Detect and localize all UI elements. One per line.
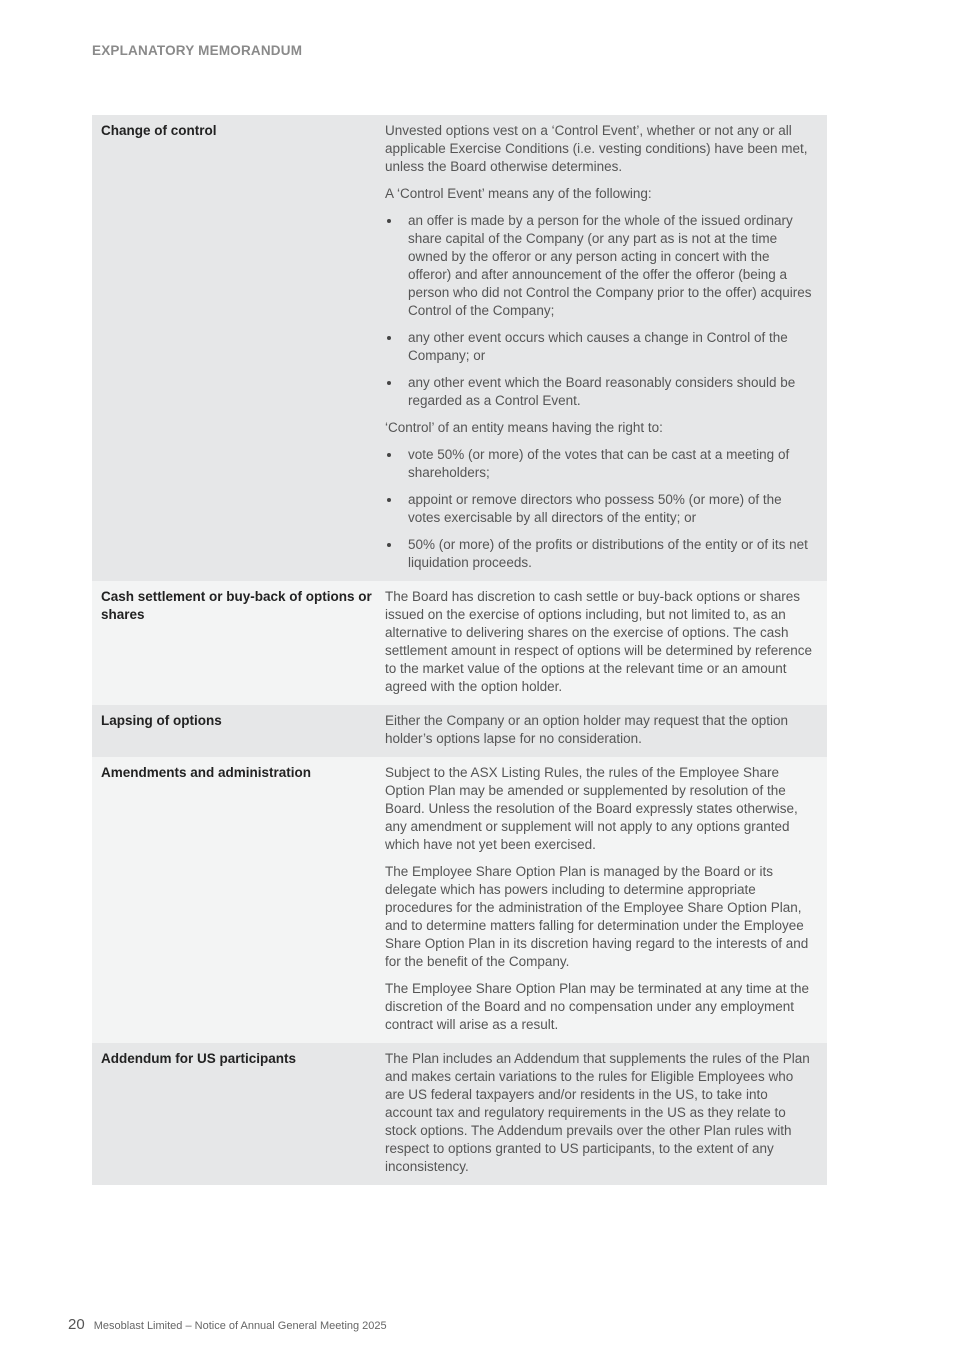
row-body — [376, 122, 817, 572]
paragraph: A ‘Control Event’ means any of the following: — [385, 186, 652, 201]
list-item: vote 50% (or more) of the votes that can be cast at a meeting of shareholders; — [385, 446, 813, 482]
list-item: any other event which the Board reasonably considers should be regarded as a Control Event. — [385, 374, 813, 410]
paragraph: The Employee Share Option Plan may be terminated at any time at the discretion of the Board and no compensation under any employment contract will arise as a result. — [385, 981, 809, 1032]
paragraph: Either the Company or an option holder may request that the option holder’s options lapse for no consideration. — [385, 713, 788, 746]
plan-terms-table — [92, 115, 827, 1185]
table-row-cash-settlement — [92, 581, 827, 705]
row-label: Amendments and administration — [101, 765, 312, 780]
footer-text: Mesoblast Limited – Notice of Annual General Meeting 2025 — [93, 1320, 387, 1332]
row-label: Cash settlement or buy-back of options or shares — [101, 589, 372, 622]
paragraph: Unvested options vest on a ‘Control Event’, whether or not any or all applicable Exercise Conditions (i.e. vesting conditions) have been met, unless the Board otherwise determines. — [385, 123, 808, 174]
table-row-lapsing-of-options — [92, 705, 827, 757]
list-item: appoint or remove directors who possess 50% (or more) of the votes exercisable by all directors of the entity; or — [385, 491, 813, 527]
row-label: Addendum for US participants — [101, 1051, 297, 1066]
row-label: Change of control — [101, 123, 217, 138]
paragraph: ‘Control’ of an entity means having the right to: — [385, 420, 663, 435]
bullet-list — [385, 446, 813, 572]
paragraph: The Plan includes an Addendum that supplements the rules of the Plan and makes certain variations to the rules for Eligible Employees who are US federal taxpayers and/or residents in the US, to take into account tax and regulatory requirements in the US as they relate to stock options. The Addendum prevails over the other Plan rules with respect to options granted to US participants, to the extent of any inconsistency. — [385, 1051, 810, 1174]
page-number: 20 — [68, 1316, 85, 1333]
page-footer — [68, 1316, 387, 1333]
paragraph: The Board has discretion to cash settle or buy-back options or shares issued on the exercise of options including, but not limited to, as an alternative to delivering shares on the exercise of options. The cash settlement amount in respect of options will be determined by reference to the market value of the options at the relevant time or an amount agreed with the option holder. — [385, 589, 812, 694]
table-row-us-addendum — [92, 1043, 827, 1185]
list-item: 50% (or more) of the profits or distributions of the entity or of its net liquidation proceeds. — [385, 536, 813, 572]
list-item: any other event occurs which causes a change in Control of the Company; or — [385, 329, 813, 365]
row-body — [376, 764, 817, 1034]
list-item: an offer is made by a person for the whole of the issued ordinary share capital of the Company (or any part as is not at the time owned by the offeror or any person acting in concert with the offeror) and after announcement of the offer the offeror (being a person who did not Control the Company prior to the offer) acquires Control of the Company; — [385, 212, 813, 320]
row-body — [376, 1050, 817, 1176]
paragraph: Subject to the ASX Listing Rules, the rules of the Employee Share Option Plan may be amended or supplemented by resolution of the Board. Unless the resolution of the Board expressly states otherwise, any amendment or supplement will not apply to any options granted which have not yet been exercised. — [385, 765, 798, 852]
row-body — [376, 712, 817, 748]
row-label: Lapsing of options — [101, 713, 222, 728]
page-header: EXPLANATORY MEMORANDUM — [92, 43, 303, 58]
table-row-amendments — [92, 757, 827, 1043]
bullet-list — [385, 212, 813, 410]
row-body — [376, 588, 817, 696]
table-row-change-of-control — [92, 115, 827, 581]
paragraph: The Employee Share Option Plan is managed by the Board or its delegate which has powers including to determine appropriate procedures for the administration of the Employee Share Option Plan, and to determine matters falling for determination under the Employee Share Option Plan in its discretion having regard to the interests of and for the benefit of the Company. — [385, 864, 809, 969]
